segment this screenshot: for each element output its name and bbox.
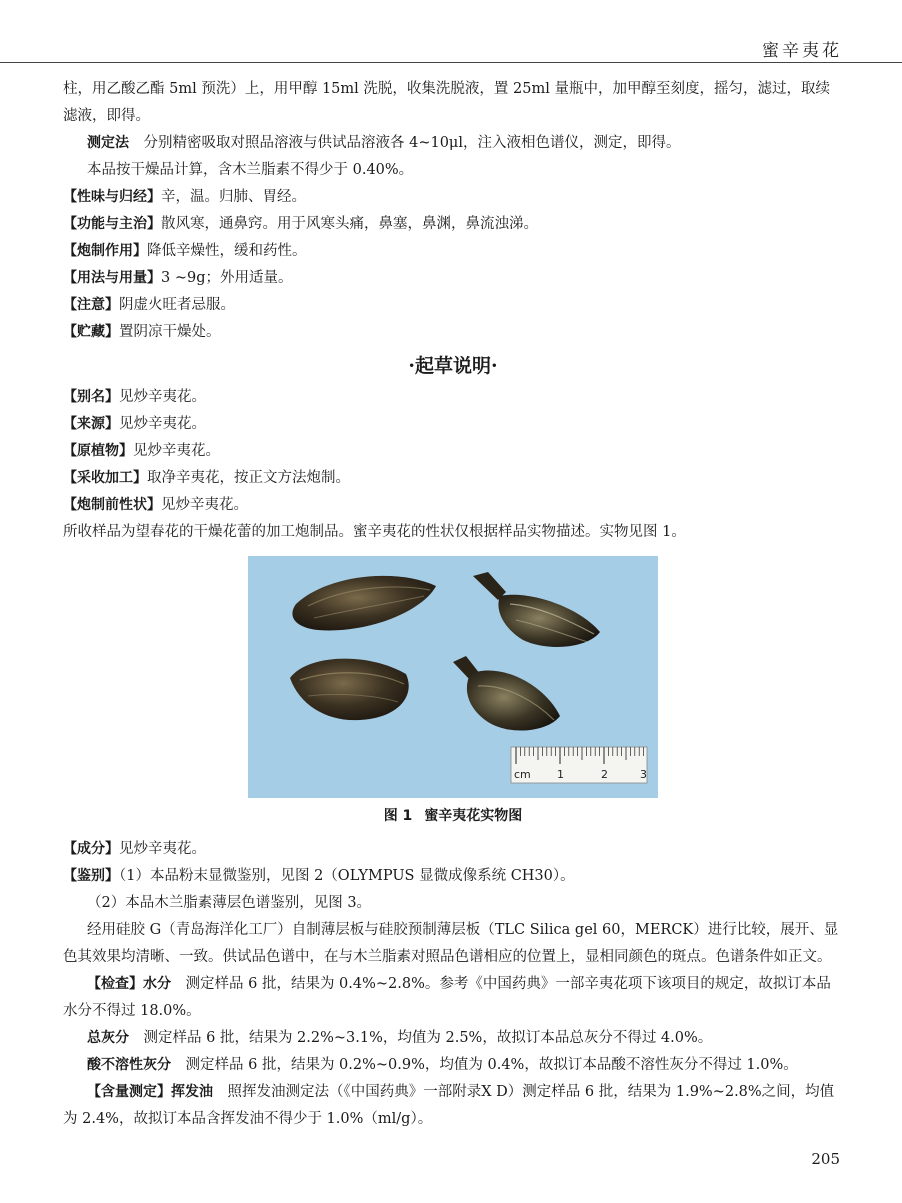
prop-taste-meridian [63,184,843,211]
prop-storage [63,319,843,346]
prop-text: 置阴凉干燥处。 [119,324,221,340]
draft-alias [63,384,843,411]
draft-text: 见炒辛夷花。 [119,416,206,432]
identification-text-1: （1）本品粉末显微鉴别，见图 2（OLYMPUS 显微成像系统 CH30）。 [119,868,575,884]
ash-text: 测定样品 6 批，结果为 2.2%~3.1%，均值为 2.5%，故拟订本品总灰分不得过 4.0%。 [129,1030,713,1046]
identification-label: 【鉴别】 [63,868,119,884]
prop-label: 【炮制作用】 [63,243,147,259]
inspection-water [63,971,843,1025]
page-number: 205 [811,1150,840,1168]
assay-sub-label: 挥发油 [171,1084,213,1100]
draft-text: 见炒辛夷花。 [133,443,220,459]
draft-text: 取净辛夷花，按正文方法炮制。 [147,470,350,486]
flower-bud-2 [473,572,600,647]
acid-ash-label: 酸不溶性灰分 [87,1057,171,1073]
ingredients-label: 【成分】 [63,841,119,857]
draft-source [63,411,843,438]
flower-bud-4 [453,656,560,731]
assay [63,1079,843,1133]
scale-ruler [511,747,647,783]
prop-text: 辛，温。归肺、胃经。 [161,189,306,205]
ingredients-text: 见炒辛夷花。 [119,841,206,857]
draft-label: 【原植物】 [63,443,133,459]
paragraph-content-requirement: 本品按干燥品计算，含木兰脂素不得少于 0.40%。 [87,162,414,178]
prop-label: 【注意】 [63,297,119,313]
assay-label: 【含量测定】 [87,1084,171,1100]
identification-1 [63,863,843,890]
draft-label: 【炮制前性状】 [63,497,161,513]
draft-label: 【采收加工】 [63,470,147,486]
identification-3: 经用硅胶 G（青岛海洋化工厂）自制薄层板与硅胶预制薄层板（TLC Silica gel 60，MERCK）进行比较，展开、显色其效果均清晰、一致。供试品色谱中，在与木兰脂素对照品色谱相应的位置上，显相同颜色的斑点。色谱条件如正文。 [63,922,839,965]
ash-label: 总灰分 [87,1030,129,1046]
specimen-photo [248,556,658,798]
paragraph-method [63,130,843,157]
flower-bud-1 [292,576,436,631]
prop-text: 阴虚火旺者忌服。 [119,297,235,313]
ingredients [63,836,843,863]
draft-plant [63,438,843,465]
prop-caution [63,292,843,319]
prop-text: 散风寒，通鼻窍。用于风寒头痛，鼻塞，鼻渊，鼻流浊涕。 [161,216,538,232]
draft-harvest [63,465,843,492]
draft-label: 【别名】 [63,389,119,405]
prop-label: 【性味与归经】 [63,189,161,205]
figure-caption [63,806,843,826]
ruler-label: 2 [601,768,608,781]
prop-text: 降低辛燥性，缓和药性。 [147,243,307,259]
water-label: 水分 [143,976,171,992]
figure-title: 蜜辛夷花实物图 [424,808,523,824]
prop-processing-effect [63,238,843,265]
draft-pre-properties [63,492,843,519]
prop-function [63,211,843,238]
flower-bud-3 [290,659,409,720]
draft-text: 见炒辛夷花。 [161,497,248,513]
draft-text: 见炒辛夷花。 [119,389,206,405]
page-body [63,76,843,1133]
running-header-title: 蜜辛夷花 [762,41,842,61]
paragraph-continuation: 柱，用乙酸乙酯 5ml 预洗）上，用甲醇 15ml 洗脱，收集洗脱液，置 25ml 量瓶中，加甲醇至刻度，摇匀，滤过，取续滤液，即得。 [63,81,830,124]
inspection-ash [63,1025,843,1052]
paragraph-sample-description: 所收样品为望春花的干燥花蕾的加工炮制品。蜜辛夷花的性状仅根据样品实物描述。实物见图 1。 [63,524,686,540]
prop-dosage [63,265,843,292]
method-label: 测定法 [87,135,129,151]
section-title: ·起草说明· [408,355,498,377]
assay-text: 照挥发油测定法（《中国药典》一部附录Ⅹ D）测定样品 6 批，结果为 1.9%~2.8%之间，均值为 2.4%，故拟订本品含挥发油不得少于 1.0%（ml/g）。 [63,1084,835,1127]
prop-label: 【贮藏】 [63,324,119,340]
identification-2: （2）本品木兰脂素薄层色谱鉴别，见图 3。 [87,895,372,911]
ruler-unit: cm [514,768,531,781]
ruler-label: 1 [557,768,564,781]
acid-ash-text: 测定样品 6 批，结果为 0.2%~0.9%，均值为 0.4%，故拟订本品酸不溶性灰分不得过 1.0%。 [171,1057,798,1073]
prop-label: 【功能与主治】 [63,216,161,232]
inspection-acid-ash [63,1052,843,1079]
water-text: 测定样品 6 批，结果为 0.4%~2.8%。参考《中国药典》一部辛夷花项下该项目的规定，故拟订本品水分不得过 18.0%。 [63,976,831,1019]
prop-label: 【用法与用量】 [63,270,161,286]
method-text: 分别精密吸取对照品溶液与供试品溶液各 4~10μl，注入液相色谱仪，测定，即得。 [129,135,681,151]
figure-number: 图 1 [383,808,413,824]
ruler-label: 3 [640,768,647,781]
draft-label: 【来源】 [63,416,119,432]
prop-text: 3 ~9g；外用适量。 [161,270,293,286]
specimen-illustration [248,556,658,798]
header-rule [0,62,902,63]
inspection-label: 【检查】 [87,976,143,992]
